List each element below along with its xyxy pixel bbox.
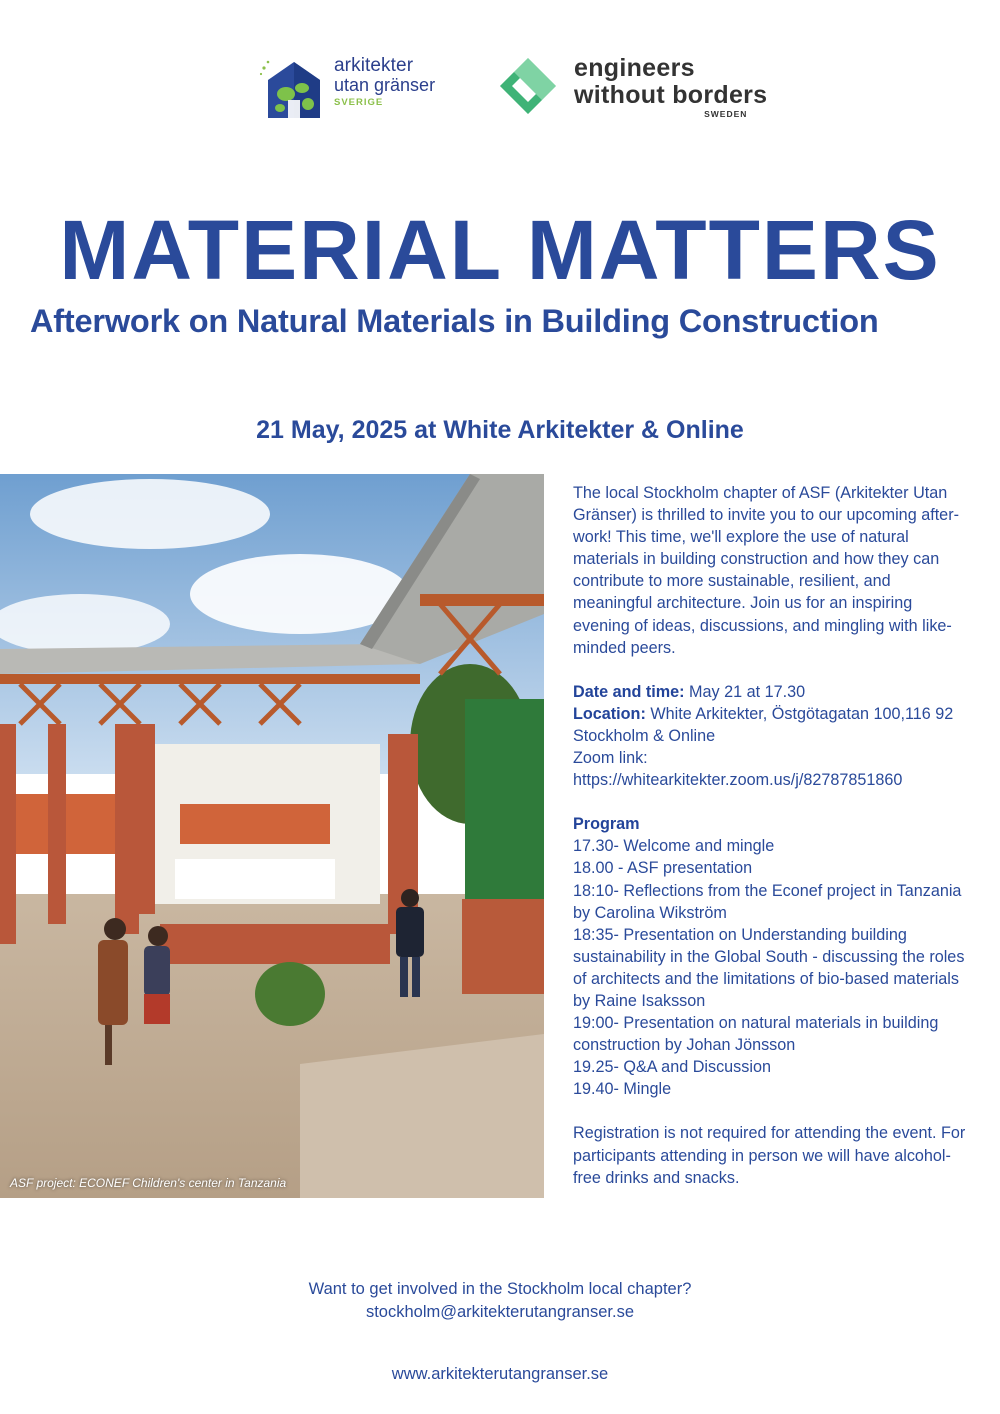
building-illustration bbox=[0, 474, 544, 1198]
date-time-label: Date and time: bbox=[573, 682, 685, 701]
location-value: White Arkitekter, Östgötagatan 100,116 92 Stockholm & Online bbox=[573, 704, 954, 745]
page-title: MATERIAL MATTERS bbox=[59, 203, 941, 297]
ewb-logo-line3: SWEDEN bbox=[704, 109, 748, 119]
intro-paragraph: The local Stockholm chapter of ASF (Arkitekter Utan Gränser) is thrilled to invite you to our upcoming after-work! This time, we'll explore the use of natural materials in building construction and how they can contribute to more sustainable, resilient, and meaningful architecture. Join us for an inspiring evening of ideas, discussions, and mingling with like-minded peers. bbox=[573, 484, 959, 657]
photo-caption: ASF project: ECONEF Children's center in Tanzania bbox=[10, 1176, 287, 1190]
event-info bbox=[573, 482, 973, 1189]
ewb-logo bbox=[498, 52, 798, 124]
zoom-label: Zoom link: bbox=[573, 749, 648, 768]
location-label: Location: bbox=[573, 704, 646, 723]
footer bbox=[0, 1278, 1000, 1386]
asf-logo-line2: utan gränser bbox=[334, 75, 436, 95]
event-photo bbox=[0, 474, 544, 1198]
date-time-value: May 21 at 17.30 bbox=[684, 682, 806, 701]
location-row bbox=[573, 703, 973, 747]
program-item: 19.25- Q&A and Discussion bbox=[573, 1058, 771, 1077]
program-list bbox=[573, 835, 973, 1100]
program-item: 18:35- Presentation on Understanding building sustainability in the Global South - discussing the roles of architects and the limitations of bio-based materials by Raine Isaksson bbox=[573, 925, 965, 1010]
zoom-link[interactable]: https://whitearkitekter.zoom.us/j/82787851860 bbox=[573, 771, 903, 790]
program-item: 18:10- Reflections from the Econef project in Tanzania by Carolina Wikström bbox=[573, 881, 962, 922]
program-item: 17.30- Welcome and mingle bbox=[573, 837, 775, 856]
asf-logo-line1: arkitekter bbox=[334, 55, 414, 76]
footer-question: Want to get involved in the Stockholm local chapter? bbox=[308, 1280, 692, 1298]
asf-logo-line3: SVERIGE bbox=[334, 97, 384, 108]
program-heading: Program bbox=[573, 815, 640, 834]
program-item: 18.00 - ASF presentation bbox=[573, 859, 753, 878]
footer-email-link[interactable]: stockholm@arkitekterutangranser.se bbox=[365, 1303, 635, 1321]
ewb-logo-line2: without borders bbox=[574, 81, 768, 109]
ewb-diamond-icon bbox=[498, 56, 558, 116]
event-date-heading: 21 May, 2025 at White Arkitekter & Online bbox=[256, 416, 744, 444]
program-item: 19:00- Presentation on natural materials in building construction by Johan Jönsson bbox=[573, 1014, 939, 1055]
date-time-row bbox=[573, 681, 973, 703]
program-item: 19.40- Mingle bbox=[573, 1080, 672, 1099]
footer-website-link[interactable]: www.arkitekterutangranser.se bbox=[391, 1365, 609, 1383]
asf-house-globe-icon bbox=[258, 54, 330, 122]
asf-logo bbox=[258, 52, 448, 122]
page-subtitle: Afterwork on Natural Materials in Building Construction bbox=[30, 303, 879, 339]
registration-note: Registration is not required for attending the event. For participants attending in person we will have alcohol-free drinks and snacks. bbox=[573, 1124, 966, 1187]
ewb-logo-line1: engineers bbox=[574, 54, 695, 82]
